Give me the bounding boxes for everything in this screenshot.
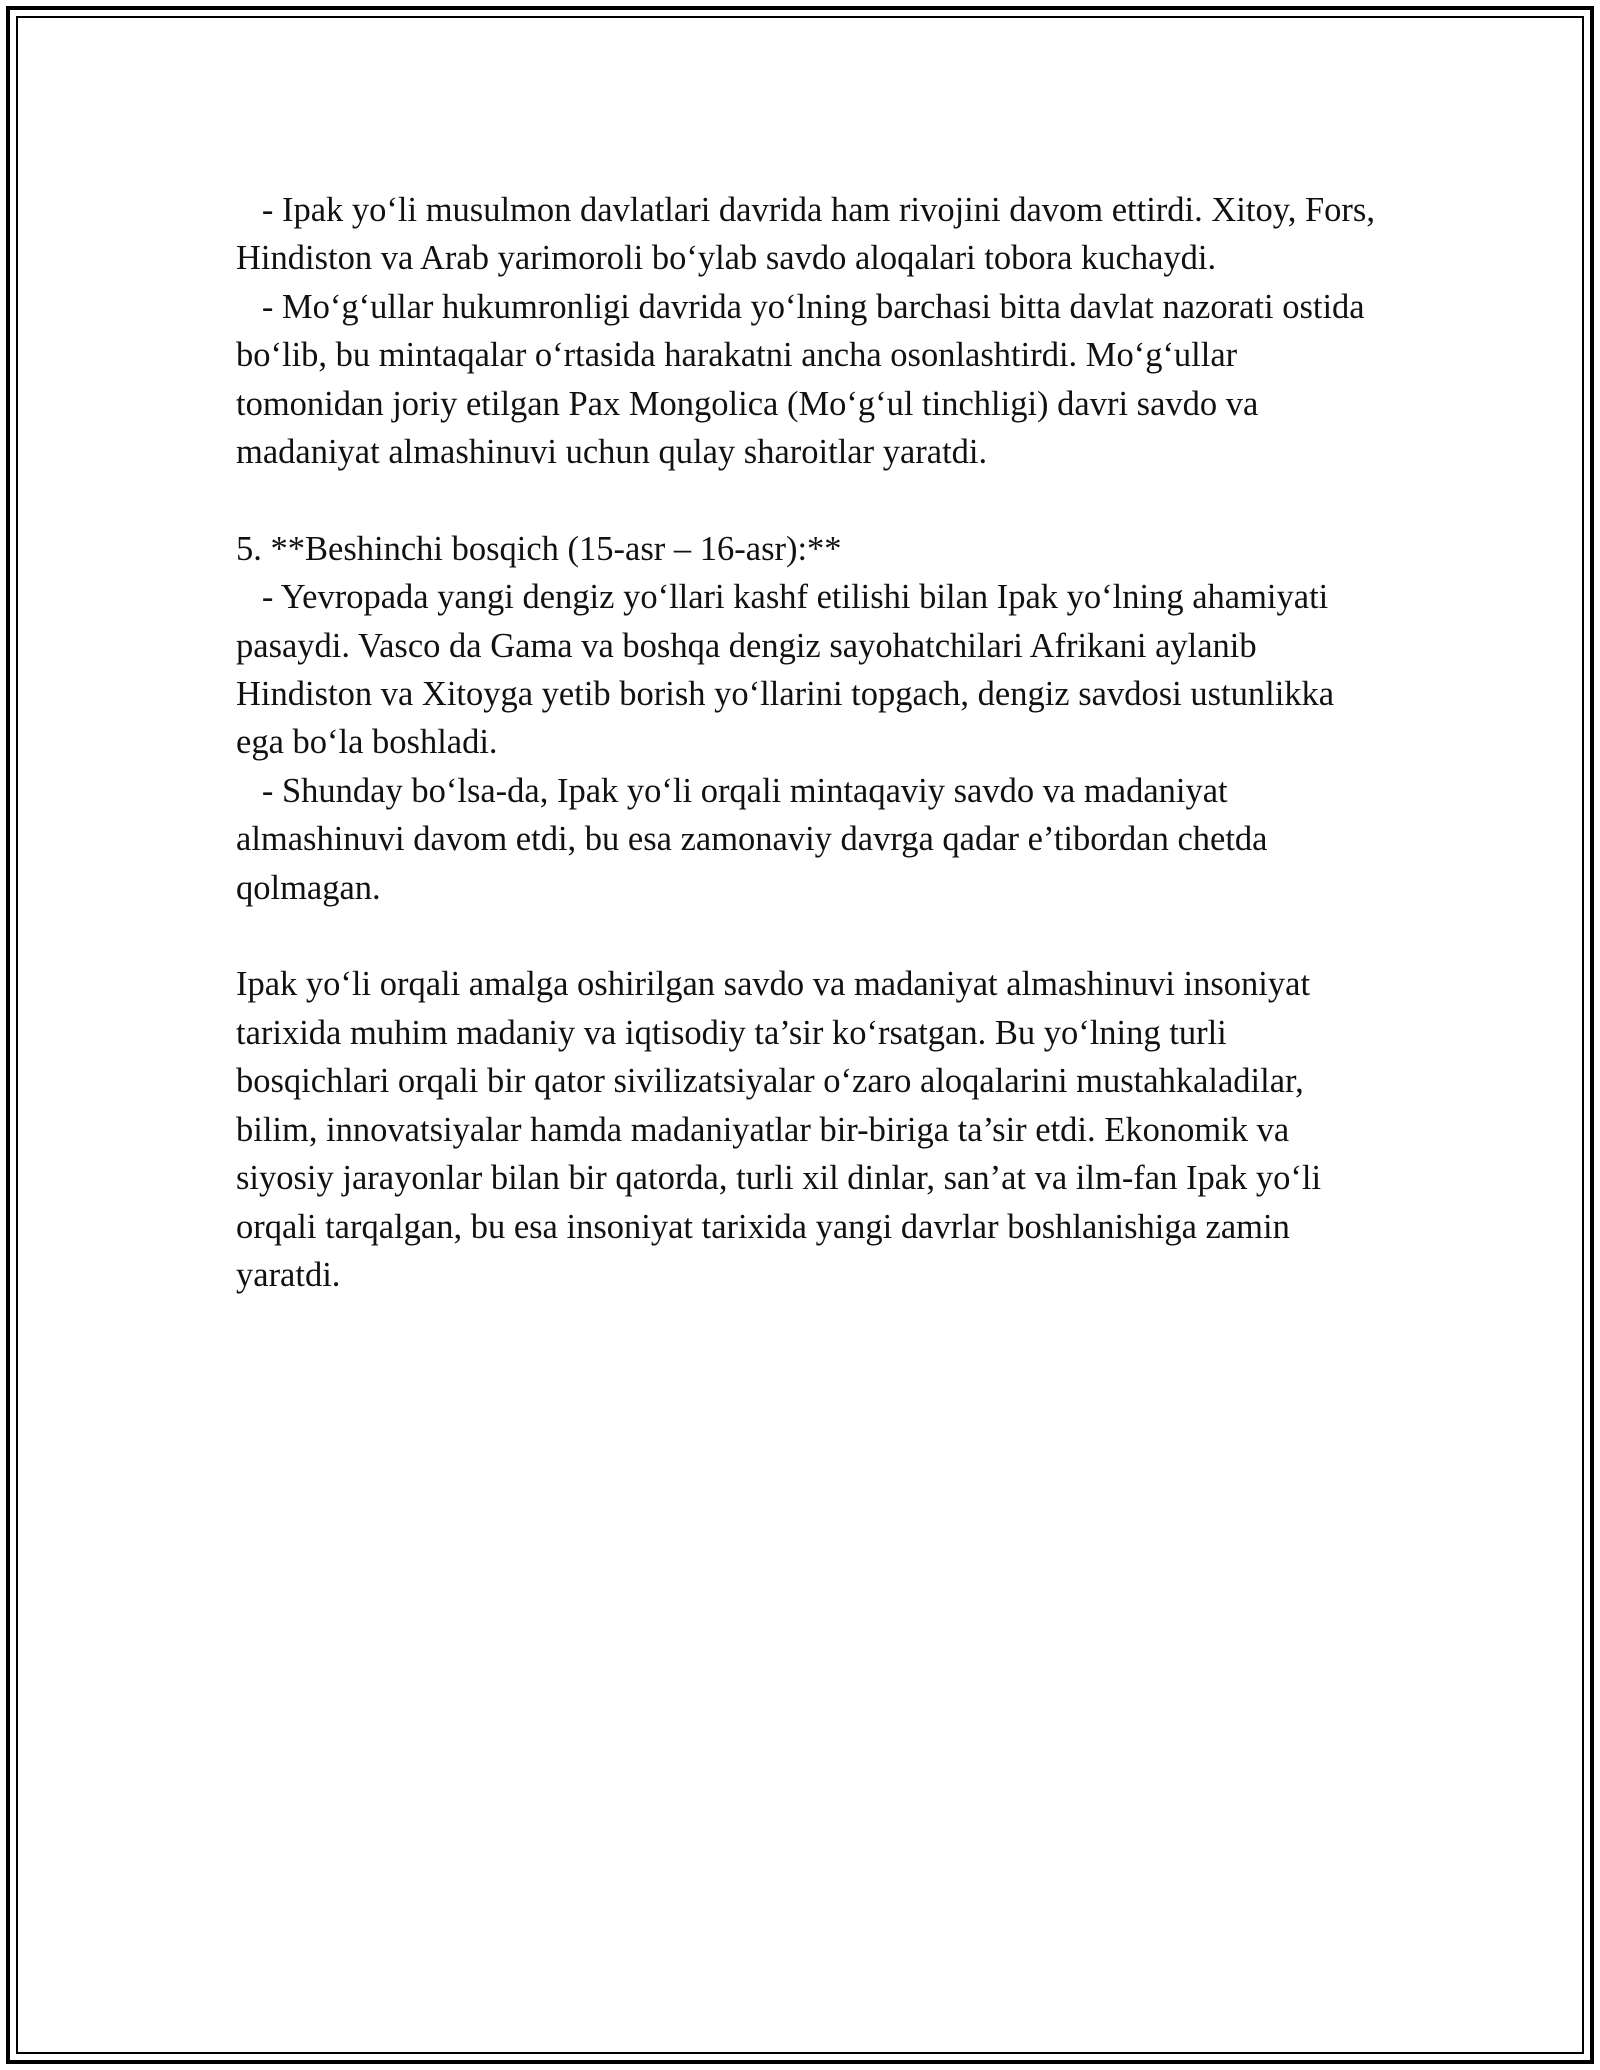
section-4-bullet-2: - Moʻgʻullar hukumronligi davrida yoʻlning barchasi bitta davlat nazorati ostida boʻlib, bu mintaqalar oʻrtasida harakatni ancha osonlashtirdi. Moʻgʻullar tomonidan joriy etilgan Pax Mongolica (Moʻgʻul tinchligi) davri savdo va madaniyat almashinuvi uchun qulay sharoitlar yaratdi. [236,287,1374,472]
section-5-bullet-1: - Yevropada yangi dengiz yoʻllari kashf etilishi bilan Ipak yoʻlning ahamiyati pasaydi. Vasco da Gama va boshqa dengiz sayohatchilari Afrikani aylanib Hindiston va Xitoyga yetib borish yoʻllarini topgach, dengiz savdosi ustunlikka ega boʻla boshladi. [236,578,1343,762]
section-4-bullet-1: - Ipak yoʻli musulmon davlatlari davrida ham rivojini davom ettirdi. Xitoy, Fors, Hindiston va Arab yarimoroli boʻylab savdo aloqalari tobora kuchaydi. [236,191,1384,278]
paragraph-spacer [236,912,1376,960]
section-5-bullet-2: - Shunday boʻlsa-da, Ipak yoʻli orqali mintaqaviy savdo va madaniyat almashinuvi davom etdi, bu esa zamonaviy davrga qadar e’tibordan chetda qolmagan. [236,771,1277,907]
document-body [236,186,1384,1299]
section-5-heading: 5. **Beshinchi bosqich (15-asr – 16-asr):** [236,529,842,568]
paragraph-spacer [236,476,1376,524]
conclusion-paragraph: Ipak yoʻli orqali amalga oshirilgan savdo va madaniyat almashinuvi insoniyat tarixida muhim madaniy va iqtisodiy ta’sir koʻrsatgan. Bu yoʻlning turli bosqichlari orqali bir qator sivilizatsiyalar oʻzaro aloqalarini mustahkaladilar, bilim, innovatsiyalar hamda madaniyatlar bir-biriga ta’sir etdi. Ekonomik va siyosiy jarayonlar bilan bir qatorda, turli xil dinlar, san’at va ilm-fan Ipak yoʻli orqali tarqalgan, bu esa insoniyat tarixida yangi davrlar boshlanishiga zamin yaratdi. [236,965,1330,1294]
